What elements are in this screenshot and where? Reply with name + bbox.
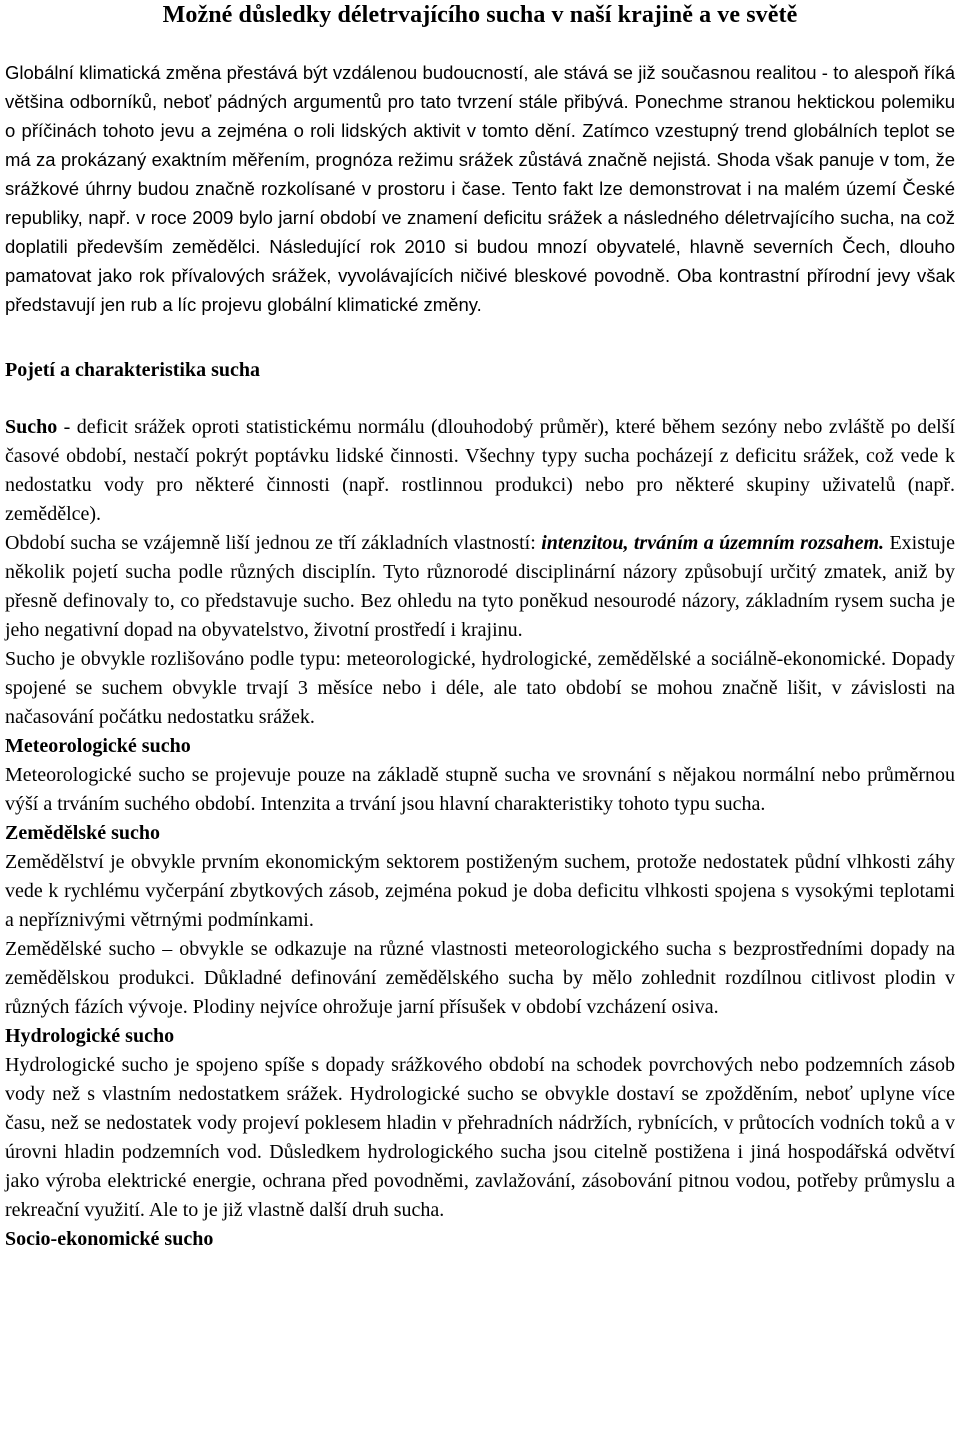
properties-paragraph (5, 529, 955, 645)
intro-paragraph (5, 58, 955, 319)
agri-heading: Zemědělské sucho (5, 822, 160, 844)
definition-term: Sucho (5, 416, 58, 438)
definition-text: - deficit srážek oproti statistickému normálu (dlouhodobý průměr), které během sezóny nebo zvláště po delší časové období, nestačí pokrýt poptávku lidské činnosti. Všechny typy sucha pocházejí z deficitu srážek, což vede k nedostatku vody pro některé činnosti (např. rostlinnou produkci) nebo pro některé skupiny uživatelů (např. zemědělce). (5, 416, 955, 525)
hydro-heading: Hydrologické sucho (5, 1025, 175, 1047)
section-heading: Pojetí a charakteristika sucha (5, 359, 260, 381)
intro-sentence: Globální klimatická změna přestává být vzdálenou budoucností, ale stává se již současnou realitou - to alespoň říká většina odborníků, neboť pádných argumentů pro tato tvrzení stále přibývá. Ponechme stranou hektickou polemiku o příčinách tohoto jevu a zejména o roli lidských aktivit v tomto dění. (5, 62, 955, 141)
intro-sentence: Zatímco vzestupný trend globálních teplot se má za prokázaný exaktním měřením, prognóza režimu srážek zůstává značně nejistá. (5, 120, 956, 170)
intro-sentence: Shoda však panuje v tom, že srážkové úhrny budou značně rozkolísané v prostoru i čase. Tento fakt lze demonstrovat i na malém území České republiky, např. (5, 149, 955, 228)
page-title: Možné důsledky déletrvajícího sucha v naší krajině a ve světě (162, 2, 798, 28)
properties-rest: Existuje několik pojetí sucha podle různých disciplín. Tyto různorodé disciplinární názory způsobují určitý zmatek, aniž by přesně definovaly to, co představuje sucho. Bez ohledu na tyto poněkud nesourodé názory, základním rysem sucha je jeho negativní dopad na obyvatelstvo, životní prostředí i krajinu. (5, 532, 955, 641)
properties-lead: Období sucha se vzájemně liší jednou ze tří základních vlastností: (5, 532, 542, 554)
hydro-paragraph: Hydrologické sucho je spojeno spíše s dopady srážkového období na schodek povrchových nebo podzemních zásob vody než s vlastním nedostatkem srážek. Hydrologické sucho se obvykle dostaví se zpožděním, neboť uplyne více času, než se nedostatek vody projeví poklesem hladin v přehradních nádržích, rybnících, v průtocích vodních toků a v úrovni hladin podzemních vod. Důsledkem hydrologického sucha jsou citelně postižena i jiná hospodářská odvětví jako výroba elektrické energie, ochrana před povodněmi, zavlažování, zásobování pitnou vodou, potřeby průmyslu a rekreační využití. Ale to je již vlastně další druh sucha. (5, 1054, 955, 1221)
socio-heading: Socio-ekonomické sucho (5, 1228, 214, 1250)
agri-paragraph-1: Zemědělství je obvykle prvním ekonomickým sektorem postiženým suchem, protože nedostatek půdní vlhkosti záhy vede k rychlému vyčerpání zbytkových zásob, zejména pokud je doba deficitu vlhkosti spojena s vysokými teplotami a nepříznivými větrnými podmínkami. (5, 851, 955, 931)
definition-paragraph (5, 413, 955, 529)
intro-sentence: Oba kontrastní přírodní jevy však představují jen rub a líc projevu globální klimatické změny. (5, 265, 955, 315)
properties-emphasis: intenzitou, trváním a územním rozsahem. (541, 532, 885, 554)
agri-paragraph-2: Zemědělské sucho – obvykle se odkazuje na různé vlastnosti meteorologického sucha s bezprostředními dopady na zemědělskou produkci. Důkladné definování zemědělského sucha by mělo zohlednit rozdílnou citlivost plodin v různých fázích vývoje. Plodiny nejvíce ohrožuje jarní přísušek v období vzcházení osiva. (5, 938, 955, 1018)
meteo-heading: Meteorologické sucho (5, 735, 191, 757)
intro-sentence: v roce 2009 bylo jarní období ve znamení deficitu srážek a následného déletrvajícího sucha, na což doplatili především zemědělci. Následující rok 2010 si budou mnozí obyvatelé, hlavně severních Čech, dlouho pamatovat jako rok přívalových srážek, vyvolávajících ničivé bleskové povodně. (5, 207, 955, 286)
types-paragraph: Sucho je obvykle rozlišováno podle typu: meteorologické, hydrologické, zemědělské a sociálně-ekonomické. Dopady spojené se suchem obvykle trvají 3 měsíce nebo i déle, ale tato období se mohou značně lišit, v závislosti na načasování počátku nedostatku srážek. (5, 648, 955, 728)
meteo-paragraph: Meteorologické sucho se projevuje pouze na základě stupně sucha ve srovnání s nějakou normální nebo průměrnou výší a trváním suchého období. Intenzita a trvání jsou hlavní charakteristiky tohoto typu sucha. (5, 764, 955, 815)
